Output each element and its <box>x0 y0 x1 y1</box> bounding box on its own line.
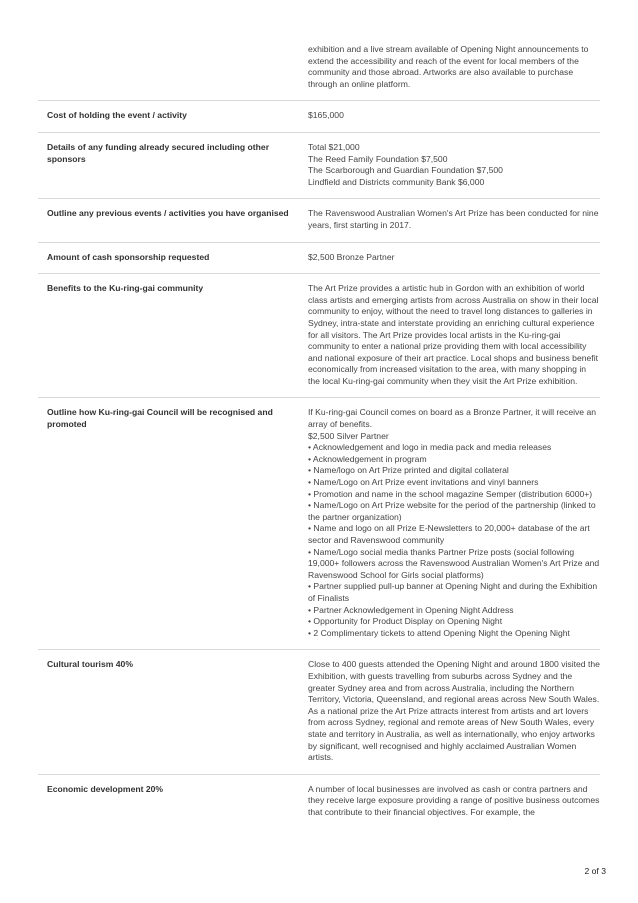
value-line: • Partner supplied pull-up banner at Opening Night and during the Exhibition of Finalists <box>308 581 598 603</box>
row-label: Outline how Ku-ring-gai Council will be recognised and promoted <box>47 407 273 430</box>
table-row <box>38 199 600 242</box>
row-label: Details of any funding already secured including other sponsors <box>47 141 270 164</box>
value-line: A number of local businesses are involved as cash or contra partners and they receive large exposure providing a range of positive business outcomes that contribute to their financial objectives. For example, the <box>308 783 600 817</box>
value-line: • Opportunity for Product Display on Opening Night <box>308 616 503 627</box>
value-line: exhibition and a live stream available of Opening Night announcements to extend the accessibility and reach of the event for local members of the community and those abroad. Artworks are also available to purchase through an online platform. <box>308 44 589 89</box>
table-row <box>38 133 600 199</box>
row-value <box>308 252 600 264</box>
row-label <box>38 44 308 90</box>
value-line: • Acknowledgement in program <box>308 453 427 464</box>
row-value <box>308 110 600 122</box>
table-row <box>38 243 600 275</box>
row-label: Amount of cash sponsorship requested <box>47 251 210 262</box>
row-label: Economic development 20% <box>47 783 164 794</box>
value-line: • 2 Complimentary tickets to attend Opening Night the Opening Night <box>308 627 570 638</box>
value-line: • Name/Logo on Art Prize event invitations and vinyl banners <box>308 477 539 488</box>
value-line: Total $21,000 <box>308 141 360 152</box>
row-value <box>308 407 600 639</box>
table-row <box>38 274 600 398</box>
row-value <box>308 659 600 763</box>
value-line: • Promotion and name in the school magazine Semper (distribution 6000+) <box>308 488 593 499</box>
value-line: • Name/Logo social media thanks Partner Prize posts (social following 19,000+ followers across the Ravenswood Australian Women's Art Prize and Ravenswood School for Girls social platforms) <box>308 546 600 580</box>
value-line: • Acknowledgement and logo in media pack and media releases <box>308 442 552 453</box>
row-label: Benefits to the Ku-ring-gai community <box>47 283 204 294</box>
value-line: The Scarborough and Guardian Foundation $7,500 <box>308 165 503 176</box>
sponsorship-details-table <box>38 44 600 828</box>
value-line: $2,500 Bronze Partner <box>308 251 395 262</box>
value-line: • Name/Logo on Art Prize website for the period of the partnership (linked to the partner organization) <box>308 500 596 522</box>
value-line: Close to 400 guests attended the Opening Night and around 1800 visited the Exhibition, with guests travelling from suburbs across Sydney and the greater Sydney area and from across Australia, including the Northern Territory, Victoria, Queensland, and regional areas across New South Wales. As a national prize the Art Prize attracts interest from artists and art lovers from across Sydney, regional and remote areas of New South Wales, every state and territory in Australia, as well as internationally, who enjoy artworks by significant, well recognised and highly acclaimed Australian Women artists. <box>308 659 600 763</box>
row-value <box>308 784 600 819</box>
value-line: • Partner Acknowledgement in Opening Night Address <box>308 604 514 615</box>
value-line: Lindfield and Districts community Bank $6,000 <box>308 176 485 187</box>
value-line: The Art Prize provides a artistic hub in Gordon with an exhibition of world class artists and emerging artists from across Australia on show in their local community to enjoy, without the need to travel long distances to galleries in Sydney, intra-state and interstate providing an enriching cultural experience for all visitors. The Art Prize provides local artists in the Ku-ring-gai community to enter a national prize providing them with local accessibility and national exposure of their art practice. Local shops and business benefit economically from increased visitation to the area, with many shopping in the local Ku-ring-gai community when they visit the Art Prize exhibition. <box>308 283 599 386</box>
row-value <box>308 283 600 387</box>
value-line: If Ku-ring-gai Council comes on board as a Bronze Partner, it will receive an array of benefits. <box>308 407 597 430</box>
value-line: The Ravenswood Australian Women's Art Prize has been conducted for nine years, first starting in 2017. <box>308 208 599 230</box>
table-row <box>38 101 600 133</box>
row-label: Outline any previous events / activities you have organised <box>47 208 289 219</box>
table-row <box>38 398 600 650</box>
row-label: Cost of holding the event / activity <box>47 110 187 121</box>
value-line: The Reed Family Foundation $7,500 <box>308 153 448 164</box>
row-value <box>308 44 600 90</box>
table-row <box>38 775 600 829</box>
table-row <box>38 650 600 774</box>
page-number: 2 of 3 <box>584 866 606 876</box>
row-label: Cultural tourism 40% <box>47 659 133 670</box>
value-line: • Name/logo on Art Prize printed and digital collateral <box>308 465 509 476</box>
value-line: • Name and logo on all Prize E-Newsletters to 20,000+ database of the art sector and Ravenswood community <box>308 523 590 545</box>
table-row <box>38 44 600 101</box>
row-value <box>308 208 600 231</box>
value-line: $165,000 <box>308 110 344 121</box>
value-line: $2,500 Silver Partner <box>308 430 389 441</box>
row-value <box>308 142 600 188</box>
